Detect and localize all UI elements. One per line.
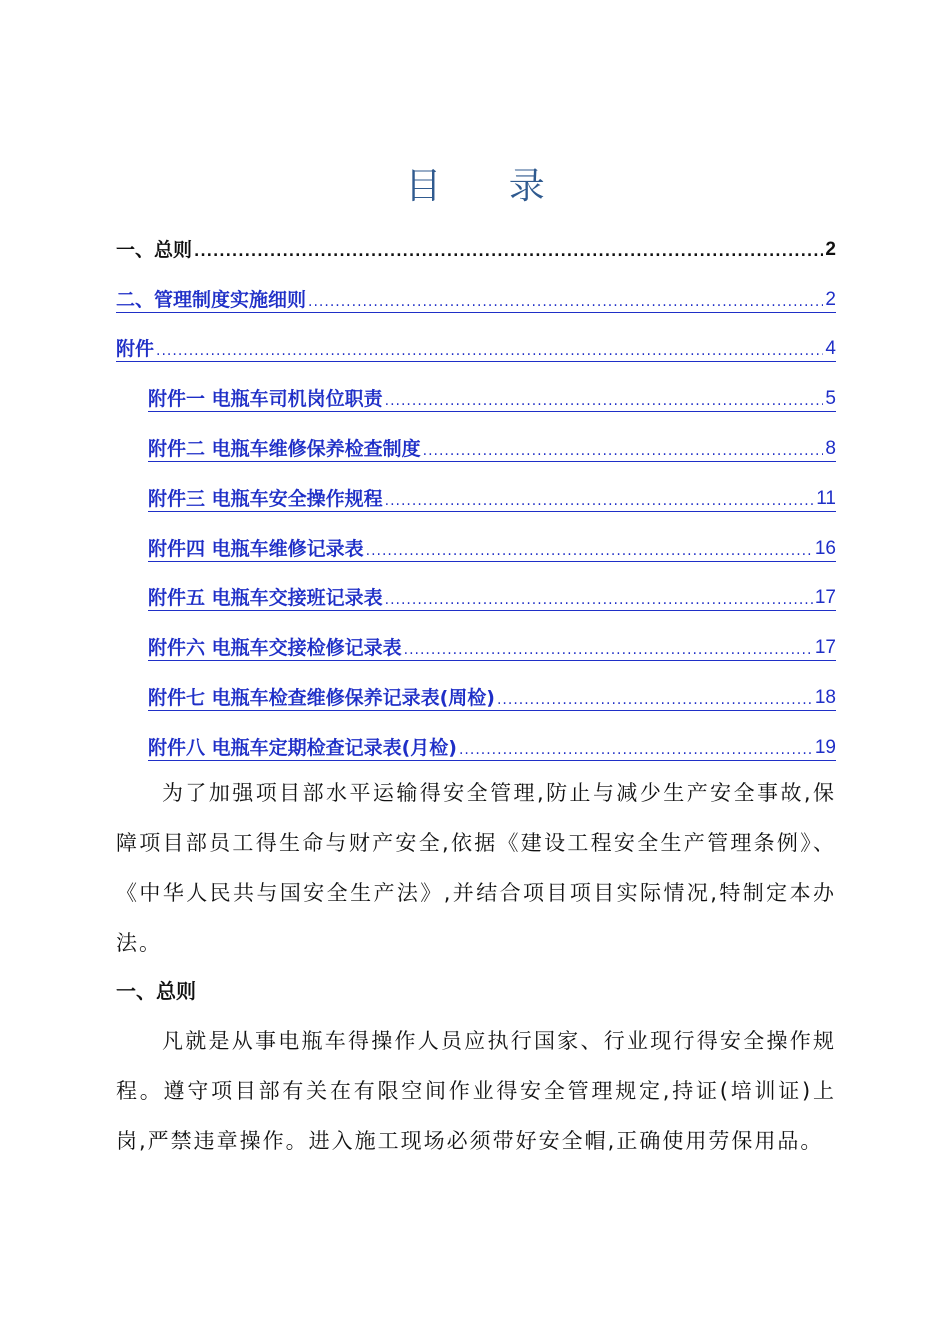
toc-leader-dots	[194, 242, 823, 262]
toc-entry-label: 二、管理制度实施细则	[116, 289, 307, 311]
toc-entry-label: 一、总则	[116, 239, 193, 261]
toc-entry-label: 附件四 电瓶车维修记录表	[148, 538, 364, 560]
toc-entry-attachment-1[interactable]	[148, 371, 836, 412]
toc-title: 目 录	[405, 166, 573, 207]
toc-entry-page: 2	[825, 239, 836, 260]
section-heading-general: 一、总则	[116, 979, 196, 1003]
toc-entry-attachment-8[interactable]	[148, 720, 836, 761]
intro-paragraph: 为了加强项目部水平运输得安全管理,防止与减少生产安全事故,保障项目部员工得生命与财产安全,依据《建设工程安全生产管理条例》、《中华人民共与国安全生产法》,并结合项目项目实际情况,特制定本办法。	[116, 781, 836, 955]
toc-entry-label: 附件二 电瓶车维修保养检查制度	[148, 438, 421, 460]
toc-entry-page: 17	[814, 637, 836, 658]
toc-leader-dots	[459, 740, 813, 760]
toc-entry-page: 11	[816, 488, 836, 509]
toc-entry-attachments[interactable]	[116, 321, 836, 362]
toc-entry-attachment-3[interactable]	[148, 471, 836, 512]
toc-entry-label: 附件三 电瓶车安全操作规程	[148, 488, 383, 510]
toc-entry-page: 18	[814, 687, 836, 708]
toc-entry-page: 17	[814, 587, 836, 608]
toc-entry-label: 附件六 电瓶车交接检修记录表	[148, 637, 402, 659]
toc-leader-dots	[423, 441, 824, 461]
toc-entry-management-rules[interactable]	[116, 272, 836, 313]
toc-leader-dots	[308, 292, 823, 312]
toc-entry-attachment-2[interactable]	[148, 421, 836, 462]
toc-entry-page: 19	[814, 737, 836, 758]
toc-entry-general[interactable]	[116, 222, 836, 262]
toc-entry-attachment-5[interactable]	[148, 570, 836, 611]
toc-entry-label: 附件	[116, 338, 155, 360]
toc-entry-attachment-7[interactable]	[148, 670, 836, 711]
toc-entry-label: 附件一 电瓶车司机岗位职责	[148, 388, 383, 410]
toc-entry-page: 8	[825, 438, 836, 459]
toc-entry-label: 附件八 电瓶车定期检查记录表(月检)	[148, 737, 457, 759]
toc-entry-page: 4	[825, 338, 836, 359]
toc-entry-label: 附件五 电瓶车交接班记录表	[148, 587, 383, 609]
toc-entry-page: 5	[825, 388, 836, 409]
toc-entry-attachment-4[interactable]	[148, 521, 836, 562]
toc-leader-dots	[497, 690, 813, 710]
toc-entry-page: 2	[825, 289, 836, 310]
toc-leader-dots	[404, 640, 813, 660]
toc-entry-page: 16	[814, 538, 836, 559]
toc-leader-dots	[385, 491, 815, 511]
toc-entry-attachment-6[interactable]	[148, 620, 836, 661]
toc-entry-label: 附件七 电瓶车检查维修保养记录表(周检)	[148, 687, 495, 709]
toc-leader-dots	[156, 341, 823, 361]
toc-leader-dots	[366, 541, 813, 561]
toc-leader-dots	[385, 391, 824, 411]
general-paragraph: 凡就是从事电瓶车得操作人员应执行国家、行业现行得安全操作规程。遵守项目部有关在有限空间作业得安全管理规定,持证(培训证)上岗,严禁违章操作。进入施工现场必须带好安全帽,正确使用劳保用品。	[116, 1029, 836, 1153]
toc-leader-dots	[385, 590, 813, 610]
